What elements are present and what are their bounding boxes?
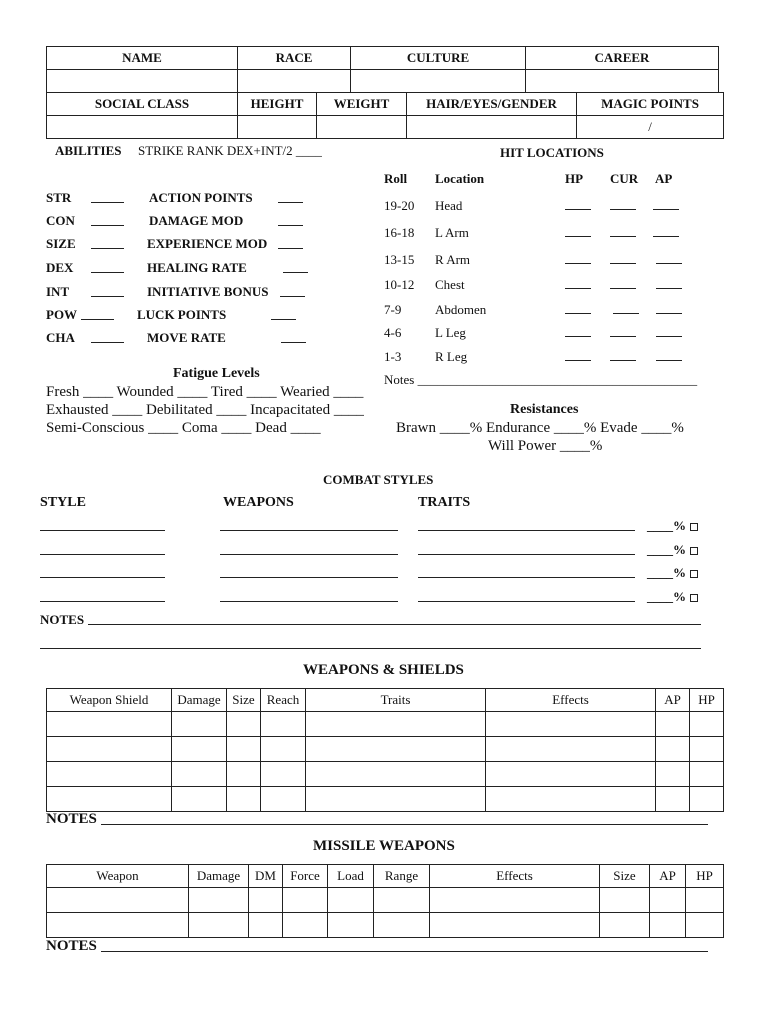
missile-notes-line[interactable]: [101, 940, 708, 952]
name-header: NAME: [47, 47, 238, 70]
attr-action-points: ACTION POINTS: [149, 190, 253, 205]
table-cell[interactable]: [306, 787, 486, 812]
percent-field[interactable]: [647, 542, 698, 558]
checkbox[interactable]: [690, 547, 698, 555]
location-value: Abdomen: [435, 302, 487, 317]
style-blank[interactable]: [40, 543, 165, 555]
cur-blank[interactable]: [610, 225, 636, 237]
hp-blank[interactable]: [565, 198, 591, 210]
table-row: [47, 888, 724, 913]
attr-damage-mod: DAMAGE MOD: [149, 213, 244, 228]
mw-col-dm: DM: [249, 865, 283, 888]
roll-value: 1-3: [384, 349, 402, 364]
attr-healing-rate: HEALING RATE: [147, 260, 247, 275]
table-cell[interactable]: [227, 737, 261, 762]
combat-col-style: STYLE: [40, 495, 86, 510]
attr-experience-mod: EXPERIENCE MOD: [147, 236, 268, 251]
fatigue-title: Fatigue Levels: [173, 366, 260, 381]
roll-value: 10-12: [384, 277, 415, 292]
traits-blank[interactable]: [418, 543, 635, 555]
social-class-header: SOCIAL CLASS: [47, 93, 238, 116]
table-cell[interactable]: [656, 737, 690, 762]
weapons-notes-label: NOTES: [46, 811, 97, 827]
weapons-blank[interactable]: [220, 543, 398, 555]
missile-weapons-title: MISSILE WEAPONS: [313, 838, 455, 854]
table-cell[interactable]: [306, 737, 486, 762]
percent-label: ____%: [647, 542, 686, 557]
mw-col-load: Load: [328, 865, 374, 888]
stat-pow: POW: [46, 307, 78, 322]
size-blank[interactable]: [91, 237, 124, 249]
stat-int: INT: [46, 284, 70, 299]
str-blank[interactable]: [91, 191, 124, 203]
ap-blank[interactable]: [656, 302, 682, 314]
weapons-blank[interactable]: [220, 519, 398, 531]
ap-blank[interactable]: [653, 198, 679, 210]
table-cell[interactable]: [227, 712, 261, 737]
location-value: L Leg: [435, 325, 466, 340]
percent-label: ____%: [647, 589, 686, 604]
table-cell[interactable]: [306, 712, 486, 737]
table-cell[interactable]: [486, 737, 656, 762]
table-row: [47, 787, 724, 812]
hp-blank[interactable]: [565, 325, 591, 337]
int-blank[interactable]: [91, 285, 124, 297]
table-cell[interactable]: [283, 888, 328, 913]
table-cell[interactable]: [47, 913, 189, 938]
table-cell[interactable]: [656, 762, 690, 787]
magic-points-header: MAGIC POINTS: [577, 93, 724, 116]
resistances-line-1[interactable]: Brawn ____% Endurance ____% Evade ____%: [396, 420, 684, 436]
table-cell[interactable]: [47, 712, 172, 737]
table-cell[interactable]: [600, 913, 650, 938]
traits-blank[interactable]: [418, 519, 635, 531]
table-cell[interactable]: [172, 712, 227, 737]
hair-eyes-gender-field[interactable]: [407, 116, 577, 139]
action-points-blank[interactable]: [278, 191, 303, 203]
career-header: CAREER: [526, 47, 719, 70]
culture-header: CULTURE: [351, 47, 526, 70]
weapons-blank[interactable]: [220, 566, 398, 578]
healing-rate-blank[interactable]: [283, 261, 308, 273]
ws-col-reach: Reach: [261, 689, 306, 712]
table-cell[interactable]: [283, 913, 328, 938]
style-blank[interactable]: [40, 590, 165, 602]
mw-col-hp: HP: [686, 865, 724, 888]
ws-col-ap: AP: [656, 689, 690, 712]
resistances-line-2[interactable]: Will Power ____%: [488, 438, 603, 454]
mw-col-effects: Effects: [430, 865, 600, 888]
hair-eyes-gender-header: HAIR/EYES/GENDER: [407, 93, 577, 116]
stat-str: STR: [46, 190, 72, 205]
style-blank[interactable]: [40, 566, 165, 578]
name-field[interactable]: [47, 70, 238, 93]
stat-cha: CHA: [46, 330, 75, 345]
hp-blank[interactable]: [565, 225, 591, 237]
hp-blank[interactable]: [565, 349, 591, 361]
style-blank[interactable]: [40, 519, 165, 531]
fatigue-line-1[interactable]: Fresh ____ Wounded ____ Tired ____ Wearied ____: [46, 384, 364, 400]
mw-col-range: Range: [374, 865, 430, 888]
ap-blank[interactable]: [653, 225, 679, 237]
weapons-blank[interactable]: [220, 590, 398, 602]
checkbox[interactable]: [690, 570, 698, 578]
percent-label: ____%: [647, 565, 686, 580]
mw-col-weapon: Weapon: [47, 865, 189, 888]
table-cell[interactable]: [47, 737, 172, 762]
table-cell[interactable]: [656, 787, 690, 812]
table-cell[interactable]: [172, 762, 227, 787]
table-cell[interactable]: [227, 762, 261, 787]
height-field[interactable]: [238, 116, 317, 139]
traits-blank[interactable]: [418, 590, 635, 602]
hit-locations-title: HIT LOCATIONS: [500, 145, 604, 160]
table-cell[interactable]: [486, 762, 656, 787]
hit-col-cur: CUR: [610, 171, 639, 186]
race-field[interactable]: [238, 70, 351, 93]
percent-label: ____%: [647, 518, 686, 533]
attr-luck-points: LUCK POINTS: [137, 307, 227, 322]
checkbox[interactable]: [690, 523, 698, 531]
luck-points-blank[interactable]: [271, 308, 296, 320]
mw-col-damage: Damage: [189, 865, 249, 888]
ap-blank[interactable]: [656, 277, 682, 289]
experience-mod-blank[interactable]: [278, 237, 303, 249]
table-cell[interactable]: [690, 737, 724, 762]
table-cell[interactable]: [328, 888, 374, 913]
table-cell[interactable]: [189, 913, 249, 938]
cur-blank[interactable]: [610, 349, 636, 361]
table-cell[interactable]: [261, 712, 306, 737]
stat-dex: DEX: [46, 260, 74, 275]
weight-field[interactable]: [317, 116, 407, 139]
weight-header: WEIGHT: [317, 93, 407, 116]
hit-col-ap: AP: [655, 171, 673, 186]
stat-size: SIZE: [46, 236, 76, 251]
cha-blank[interactable]: [91, 331, 124, 343]
ap-blank[interactable]: [656, 349, 682, 361]
table-cell[interactable]: [690, 787, 724, 812]
table-cell[interactable]: [261, 762, 306, 787]
table-cell[interactable]: [172, 737, 227, 762]
fatigue-line-2[interactable]: Exhausted ____ Debilitated ____ Incapacitated ____: [46, 402, 364, 418]
table-cell[interactable]: [690, 762, 724, 787]
table-cell[interactable]: [249, 913, 283, 938]
hp-blank[interactable]: [565, 252, 591, 264]
table-row: [47, 737, 724, 762]
mw-col-force: Force: [283, 865, 328, 888]
table-cell[interactable]: [430, 913, 600, 938]
hp-blank[interactable]: [565, 302, 591, 314]
ws-col-size: Size: [227, 689, 261, 712]
cur-blank[interactable]: [613, 302, 639, 314]
hit-locations-notes[interactable]: Notes ___________________________________________: [384, 372, 698, 387]
ws-col-damage: Damage: [172, 689, 227, 712]
ws-col-traits: Traits: [306, 689, 486, 712]
combat-col-weapons: WEAPONS: [223, 495, 294, 510]
initiative-bonus-blank[interactable]: [280, 285, 305, 297]
table-row: [47, 712, 724, 737]
table-cell[interactable]: [47, 888, 189, 913]
height-header: HEIGHT: [238, 93, 317, 116]
culture-field[interactable]: [351, 70, 526, 93]
hit-col-roll: Roll: [384, 171, 408, 186]
table-cell[interactable]: [650, 888, 686, 913]
percent-field[interactable]: [647, 518, 698, 534]
fatigue-line-3[interactable]: Semi-Conscious ____ Coma ____ Dead ____: [46, 420, 321, 436]
ws-col-hp: HP: [690, 689, 724, 712]
table-cell[interactable]: [47, 787, 172, 812]
combat-col-traits: TRAITS: [418, 495, 471, 510]
combat-notes-label: NOTES: [40, 612, 85, 627]
table-cell[interactable]: [430, 888, 600, 913]
table-cell[interactable]: [374, 913, 430, 938]
cur-blank[interactable]: [610, 252, 636, 264]
mw-col-ap: AP: [650, 865, 686, 888]
combat-notes-line-1[interactable]: [88, 613, 701, 625]
table-cell[interactable]: [686, 888, 724, 913]
location-value: Chest: [435, 277, 465, 292]
traits-blank[interactable]: [418, 566, 635, 578]
table-cell[interactable]: [172, 787, 227, 812]
ws-col-effects: Effects: [486, 689, 656, 712]
con-blank[interactable]: [91, 214, 124, 226]
mw-col-size: Size: [600, 865, 650, 888]
table-cell[interactable]: [306, 762, 486, 787]
attr-initiative-bonus: INITIATIVE BONUS: [147, 284, 269, 299]
table-cell[interactable]: [656, 712, 690, 737]
ap-blank[interactable]: [656, 325, 682, 337]
combat-notes-line-2[interactable]: [40, 637, 701, 649]
location-value: R Arm: [435, 252, 471, 267]
table-cell[interactable]: [486, 787, 656, 812]
pow-blank[interactable]: [81, 308, 114, 320]
roll-value: 19-20: [384, 198, 415, 213]
table-row: [47, 762, 724, 787]
table-cell[interactable]: [686, 913, 724, 938]
hit-col-location: Location: [435, 171, 485, 186]
roll-value: 16-18: [384, 225, 415, 240]
location-value: L Arm: [435, 225, 469, 240]
table-cell[interactable]: [374, 888, 430, 913]
dex-blank[interactable]: [91, 261, 124, 273]
checkbox[interactable]: [690, 594, 698, 602]
damage-mod-blank[interactable]: [278, 214, 303, 226]
table-cell[interactable]: [650, 913, 686, 938]
move-rate-blank[interactable]: [281, 331, 306, 343]
roll-value: 4-6: [384, 325, 402, 340]
weapons-notes-line[interactable]: [101, 813, 708, 825]
hp-blank[interactable]: [565, 277, 591, 289]
hit-col-hp: HP: [565, 171, 584, 186]
career-field[interactable]: [526, 70, 719, 93]
cur-blank[interactable]: [610, 325, 636, 337]
percent-field[interactable]: [647, 565, 698, 581]
roll-value: 13-15: [384, 252, 415, 267]
weapons-shields-table: [46, 688, 724, 812]
roll-value: 7-9: [384, 302, 402, 317]
table-cell[interactable]: [249, 888, 283, 913]
location-value: R Leg: [435, 349, 468, 364]
abilities-title: ABILITIES: [55, 143, 122, 158]
table-cell[interactable]: [261, 787, 306, 812]
race-header: RACE: [238, 47, 351, 70]
magic-points-field[interactable]: /: [577, 116, 724, 139]
weapons-shields-title: WEAPONS & SHIELDS: [303, 662, 464, 678]
percent-field[interactable]: [647, 589, 698, 605]
table-cell[interactable]: [600, 888, 650, 913]
table-cell[interactable]: [47, 762, 172, 787]
stat-con: CON: [46, 213, 75, 228]
attr-move-rate: MOVE RATE: [147, 330, 226, 345]
resistances-title: Resistances: [510, 402, 579, 417]
character-info-row2: [46, 92, 724, 139]
table-cell[interactable]: [189, 888, 249, 913]
ws-col-weapon-shield: Weapon Shield: [47, 689, 172, 712]
table-cell[interactable]: [690, 712, 724, 737]
missile-notes-label: NOTES: [46, 938, 97, 954]
table-cell[interactable]: [261, 737, 306, 762]
strike-rank[interactable]: STRIKE RANK DEX+INT/2 ____: [138, 143, 322, 158]
table-row: [47, 913, 724, 938]
character-info-row1: [46, 46, 719, 93]
ap-blank[interactable]: [656, 252, 682, 264]
table-cell[interactable]: [227, 787, 261, 812]
combat-styles-title: COMBAT STYLES: [323, 472, 434, 487]
social-class-field[interactable]: [47, 116, 238, 139]
location-value: Head: [435, 198, 463, 213]
table-cell[interactable]: [328, 913, 374, 938]
missile-weapons-table: [46, 864, 724, 938]
cur-blank[interactable]: [610, 198, 636, 210]
cur-blank[interactable]: [610, 277, 636, 289]
table-cell[interactable]: [486, 712, 656, 737]
